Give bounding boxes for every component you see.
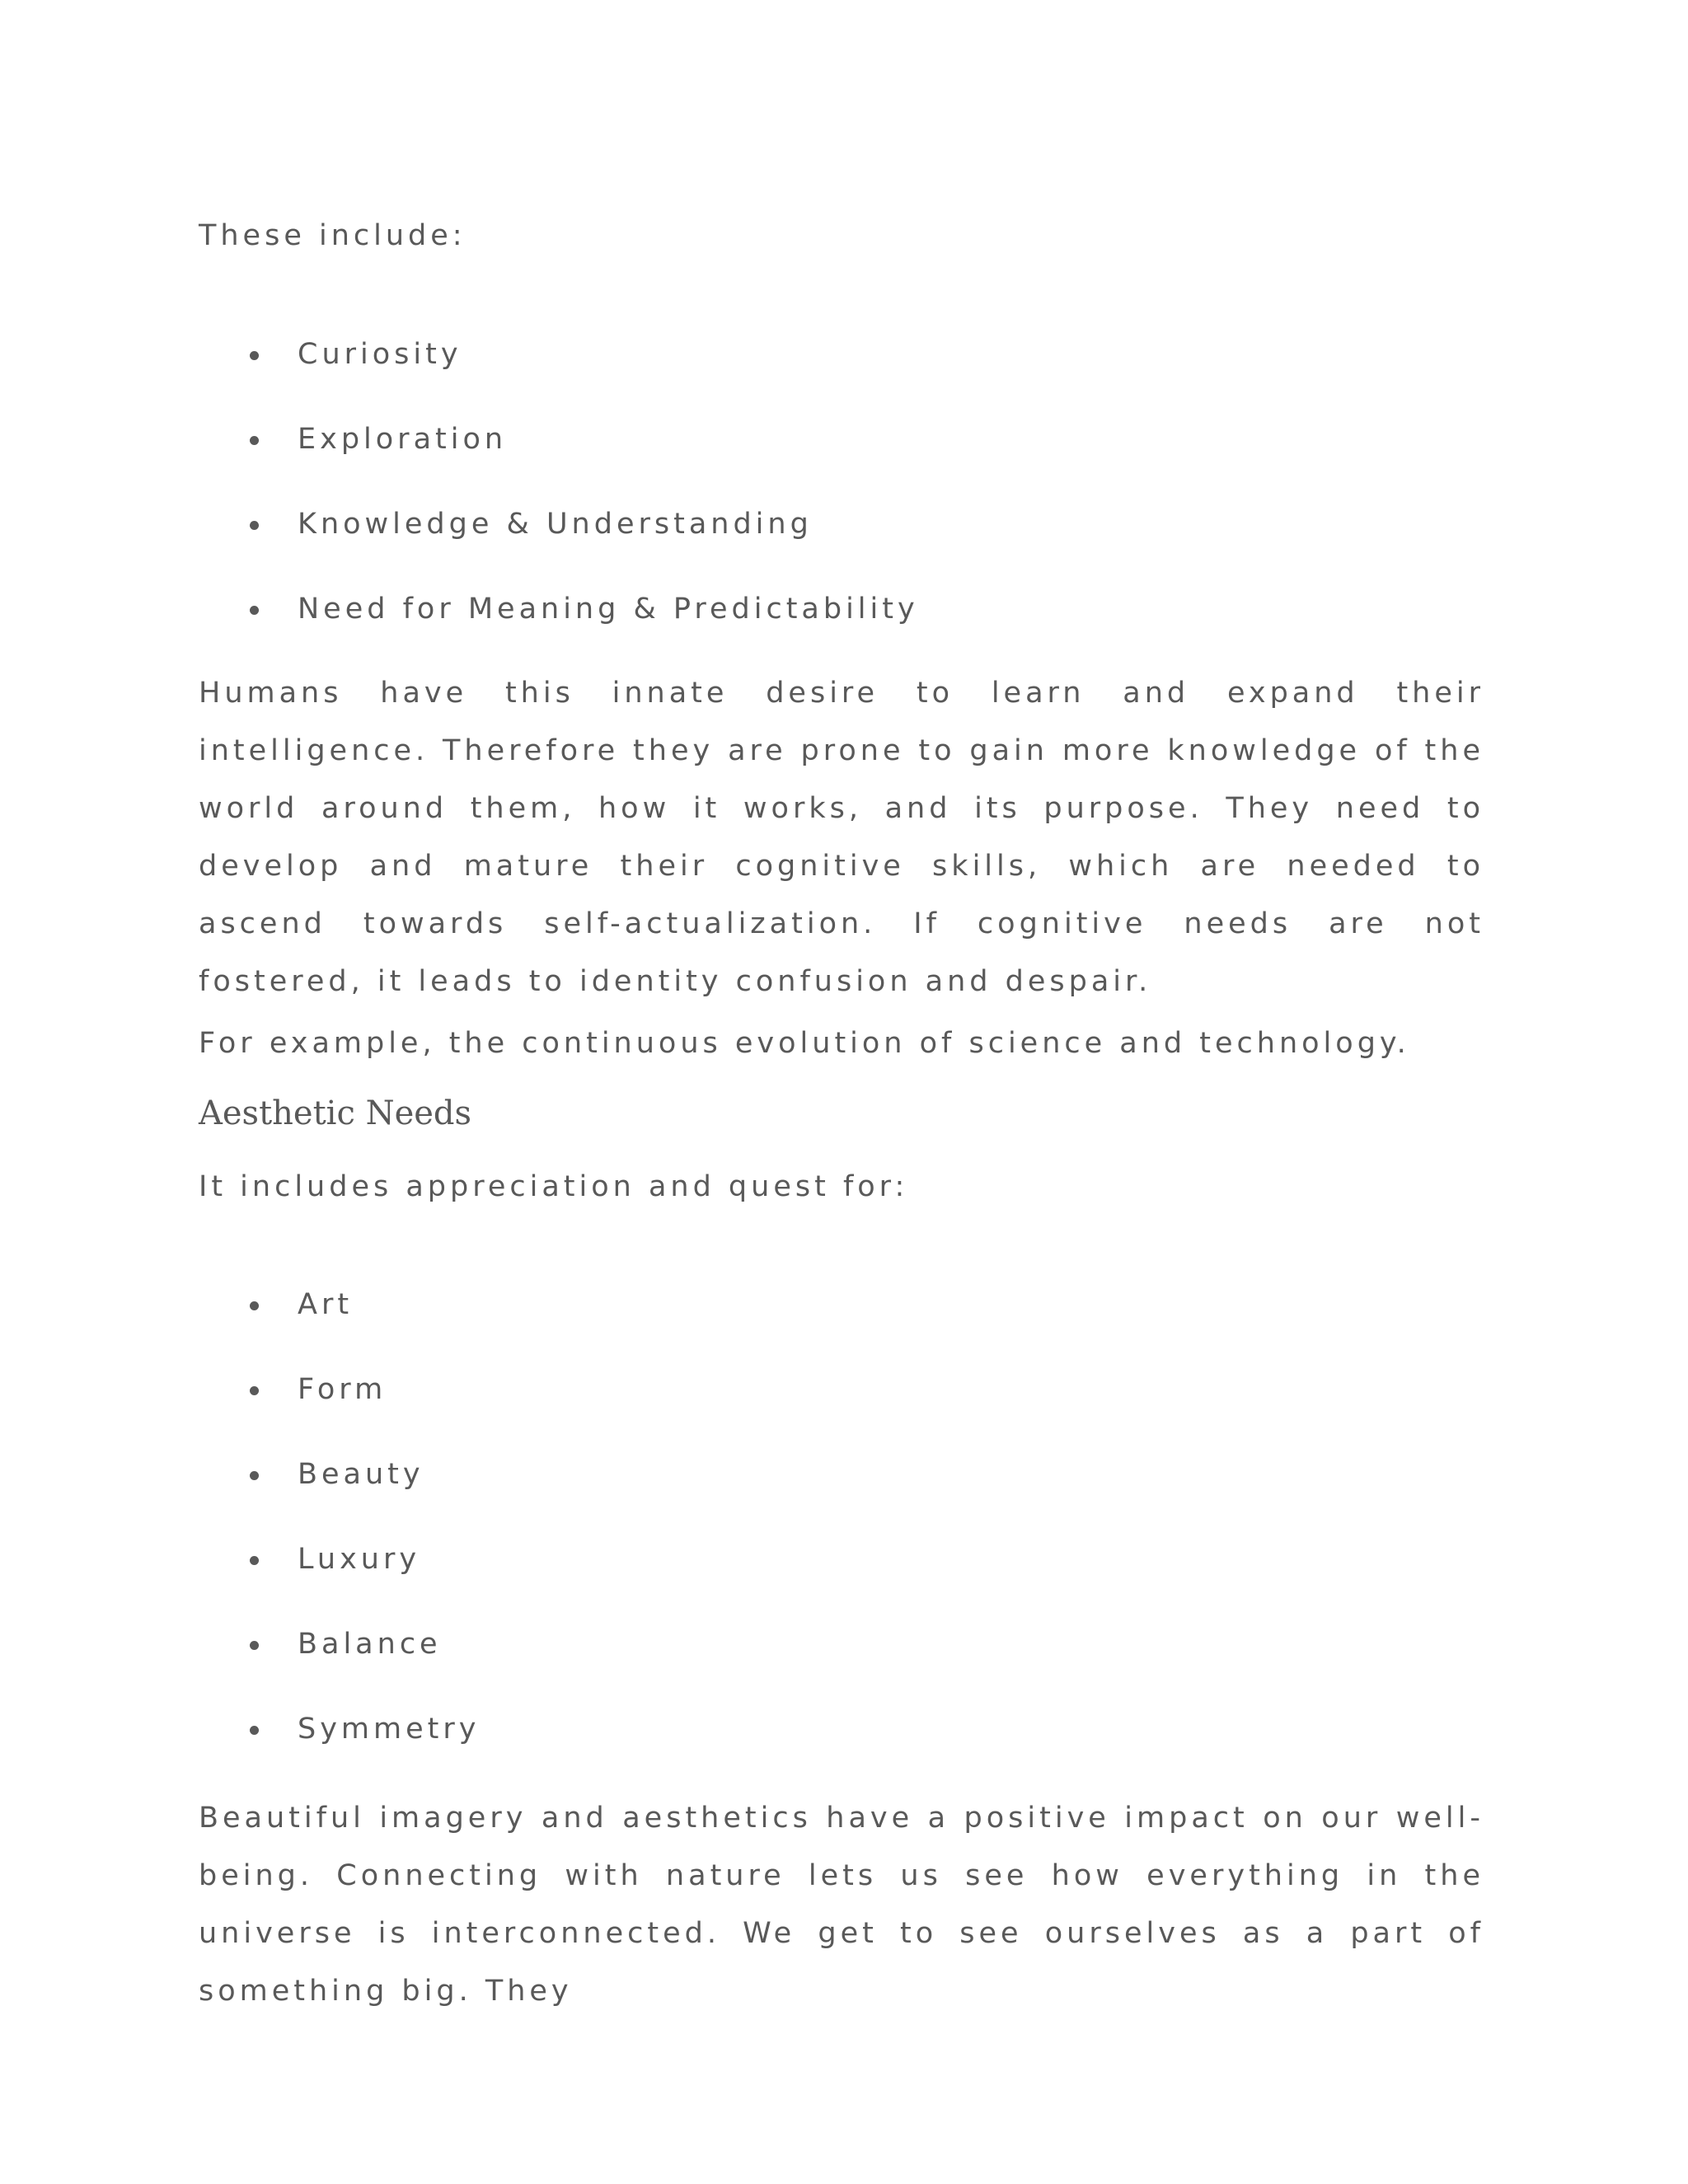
list-item (199, 423, 1484, 508)
section-heading-aesthetic-needs: Aesthetic Needs (199, 1094, 472, 1132)
bullet-icon (250, 436, 259, 445)
cognitive-paragraph: Humans have this innate desire to learn and expand their intelligence. Therefore they are prone to gain more knowledge of the world around them, how it works, and its purpose. They need to develop and mature their cognitive skills, which are needed to ascend towards self-actualization. If cognitive needs are not fostered, it leads to identity confusion and despair. (199, 677, 1484, 998)
list-item-label: Symmetry (298, 1713, 481, 1746)
list-item-label: Art (298, 1288, 354, 1321)
list-item-label: Curiosity (298, 338, 462, 371)
bullet-icon (250, 1726, 259, 1735)
bullet-icon (250, 1471, 259, 1480)
bullet-icon (250, 351, 259, 360)
list-item-label: Balance (298, 1628, 442, 1661)
example-text: For example, the continuous evolution of science and technology. (199, 1027, 1410, 1060)
bullet-icon (250, 1301, 259, 1310)
list-item-label: Exploration (298, 423, 508, 456)
bullet-icon (250, 521, 259, 530)
list-item-label: Knowledge & Understanding (298, 508, 813, 541)
list-item-label: Luxury (298, 1543, 421, 1576)
list-item (199, 1373, 1484, 1458)
list-item (199, 1543, 1484, 1628)
list-item (199, 1713, 1484, 1797)
list-item-label: Form (298, 1373, 387, 1406)
bullet-icon (250, 1556, 259, 1565)
list-item-label: Need for Meaning & Predictability (298, 593, 919, 626)
intro-text: These include: (199, 219, 467, 252)
bullet-icon (250, 606, 259, 615)
list-item (199, 1288, 1484, 1373)
bullet-icon (250, 1641, 259, 1650)
bullet-icon (250, 1386, 259, 1395)
list-item (199, 1458, 1484, 1543)
list-item (199, 1628, 1484, 1713)
aesthetic-needs-list (199, 1288, 1484, 1797)
list-item (199, 508, 1484, 593)
list-item-label: Beauty (298, 1458, 424, 1491)
aesthetic-paragraph: Beautiful imagery and aesthetics have a positive impact on our well-being. Connecting with nature lets us see how everything in the universe is interconnected. We get to see ourselves as a part of something big. They (199, 1802, 1484, 2008)
list-item (199, 338, 1484, 423)
cognitive-needs-list (199, 338, 1484, 677)
aesthetic-intro-text: It includes appreciation and quest for: (199, 1170, 909, 1203)
